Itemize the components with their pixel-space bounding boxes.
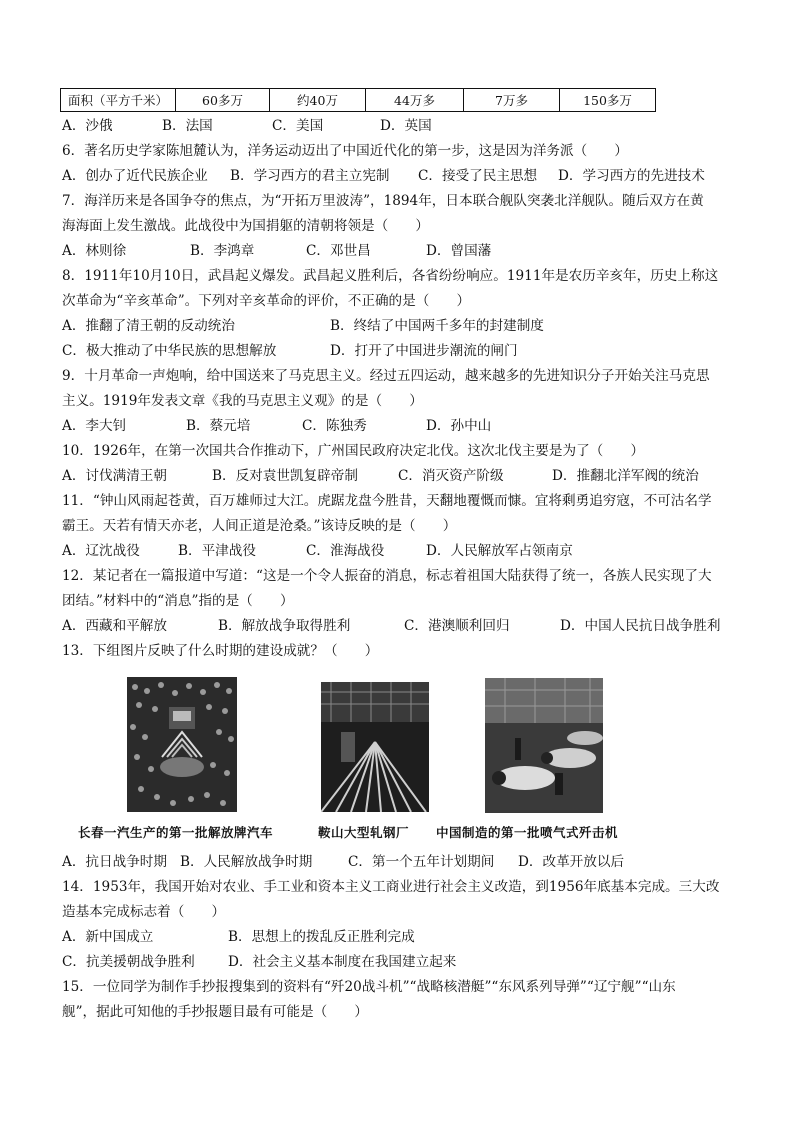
option-c: C．消灭资产阶级 [398,468,504,484]
option-c: C．美国 [272,118,324,134]
option-c: C．接受了民主思想 [418,168,538,184]
option-a: A．创办了近代民族企业 [62,168,208,184]
question-stem: 10．1926年，在第一次国共合作推动下，广州国民政府决定北伐。这次北伐主要是为了（ ） [62,443,645,459]
option-c: C．邓世昌 [306,243,371,259]
option-b: B．人民解放战争时期 [180,854,313,870]
option-d: D．中国人民抗日战争胜利 [560,618,721,634]
option-a: A．林则徐 [62,243,127,259]
table-cell: 7万多 [464,89,560,112]
table-cell: 44万多 [366,89,464,112]
option-d: D．打开了中国进步潮流的闸门 [330,343,518,359]
question-stem: 8．1911年10月10日，武昌起义爆发。武昌起义胜利后，各省纷纷响应。1911年是农历辛亥年，历史上称这 [62,268,719,284]
question-stem: 霸王。天若有情天亦老，人间正道是沧桑。”该诗反映的是（ ） [62,518,457,534]
question-stem: 次革命为“辛亥革命”。下列对辛亥革命的评价，不正确的是（ ） [62,293,471,309]
question-stem: 14．1953年，我国开始对农业、手工业和资本主义工商业进行社会主义改造，到1956年底基本完成。三大改 [62,879,720,895]
question-stem: 造基本完成标志着（ ） [62,904,226,920]
photo-caption: 鞍山大型轧钢厂 [318,825,410,840]
option-a: A．抗日战争时期 [62,854,167,870]
factory-photo-icon [321,682,429,812]
option-a: A．沙俄 [62,118,113,134]
photo-anshan-rolling-mill [321,682,429,812]
question-stem: 13．下组图片反映了什么时期的建设成就？（ ） [62,643,379,659]
option-a: A．新中国成立 [62,929,154,945]
option-d: D．推翻北洋军阀的统治 [552,468,699,484]
option-c: C．港澳顺利回归 [404,618,510,634]
table-cell: 面积（平方千米） [61,89,176,112]
option-d: D．曾国藩 [426,243,492,259]
option-a: A．讨伐满清王朝 [62,468,167,484]
question-stem: 团结。”材料中的“消息”指的是（ ） [62,593,294,609]
area-table [60,88,656,112]
jet-photo-icon [485,678,603,813]
question-stem: 11．“钟山风雨起苍黄，百万雄师过大江。虎踞龙盘今胜昔，天翻地覆慨而慷。宜将剩勇追穷寇，不可沽名学 [62,493,712,509]
option-c: C．第一个五年计划期间 [348,854,495,870]
question-stem: 9．十月革命一声炮响，给中国送来了马克思主义。经过五四运动，越来越多的先进知识分子开始关注马克思 [62,368,710,384]
photo-caption: 中国制造的第一批喷气式歼击机 [436,825,619,840]
option-a: A．西藏和平解放 [62,618,167,634]
option-d: D．学习西方的先进技术 [558,168,705,184]
option-a: A．李大钊 [62,418,127,434]
option-d: D．改革开放以后 [518,854,625,870]
table-cell: 60多万 [176,89,270,112]
option-b: B．解放战争取得胜利 [218,618,351,634]
question-stem: 主义。1919年发表文章《我的马克思主义观》的是（ ） [62,393,423,409]
option-d: D．英国 [380,118,432,134]
option-c: C．陈独秀 [302,418,367,434]
crowd-photo-icon [127,677,237,812]
option-a: A．辽沈战役 [62,543,140,559]
option-d: D．人民解放军占领南京 [426,543,573,559]
option-b: B．蔡元培 [186,418,251,434]
question-stem: 舰”，据此可知他的手抄报题目最有可能是（ ） [62,1004,369,1020]
question-stem: 15．一位同学为制作手抄报搜集到的资料有“歼20战斗机”“战略核潜艇”“东风系列导弹”“辽宁舰”“山东 [62,979,676,995]
table-cell: 约40万 [270,89,366,112]
option-d: D．孙中山 [426,418,492,434]
option-c: C．淮海战役 [306,543,385,559]
question-stem: 7．海洋历来是各国争夺的焦点，为“开拓万里波涛”，1894年，日本联合舰队突袭北洋舰队。随后双方在黄 [62,193,704,209]
photo-first-jiefang-trucks [127,677,237,812]
photo-first-jet-fighters [485,678,603,813]
option-a: A．推翻了清王朝的反动统治 [62,318,235,334]
table-cell: 150多万 [560,89,656,112]
option-b: B．学习西方的君主立宪制 [230,168,390,184]
option-c: C．极大推动了中华民族的思想解放 [62,343,277,359]
question-stem: 12．某记者在一篇报道中写道：“这是一个令人振奋的消息，标志着祖国大陆获得了统一，各族人民实现了大 [62,568,712,584]
option-d: D．社会主义基本制度在我国建立起来 [228,954,457,970]
question-stem: 6．著名历史学家陈旭麓认为，洋务运动迈出了中国近代化的第一步，这是因为洋务派（ ） [62,143,628,159]
question-stem: 海海面上发生激战。此战役中为国捐躯的清朝将领是（ ） [62,218,430,234]
option-b: B．反对袁世凯复辟帝制 [212,468,358,484]
option-b: B．平津战役 [178,543,256,559]
option-b: B．终结了中国两千多年的封建制度 [330,318,544,334]
table-row [61,89,656,112]
option-b: B．法国 [162,118,213,134]
option-c: C．抗美援朝战争胜利 [62,954,195,970]
option-b: B．李鸿章 [190,243,255,259]
option-b: B．思想上的拨乱反正胜利完成 [228,929,415,945]
photo-caption: 长春一汽生产的第一批解放牌汽车 [78,825,274,840]
